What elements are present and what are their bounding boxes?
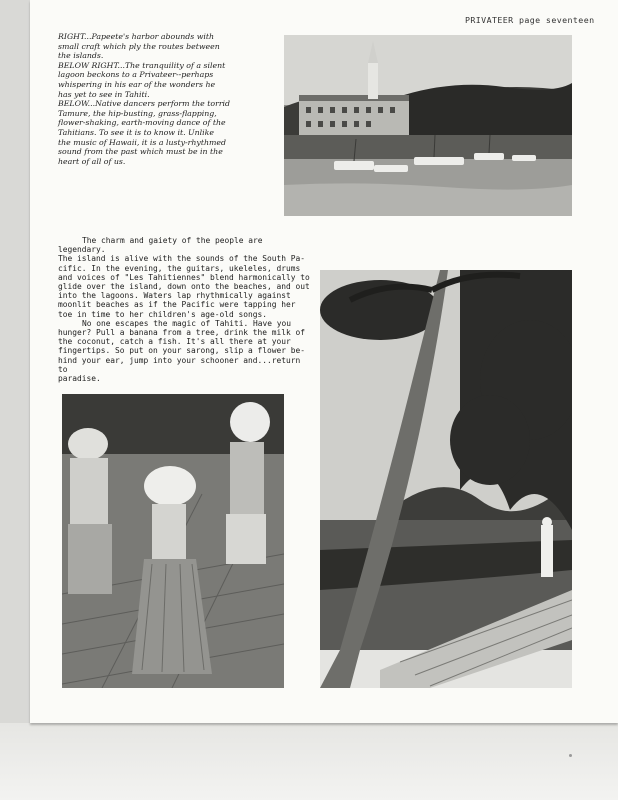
caption-line: sound from the past which must be in the xyxy=(58,147,223,157)
caption-line: heart of all of us. xyxy=(58,156,126,166)
caption-line: Tahitians. To see it is to know it. Unlike xyxy=(58,127,214,137)
body-line: the coconut, catch a fish. It's all there at your xyxy=(58,337,291,347)
body-line: into the lagoons. Waters lap rhythmically against xyxy=(58,291,291,301)
caption-line: flower-shaking, earth-moving dance of the xyxy=(58,118,226,128)
body-line: The island is alive with the sounds of the South Pa- xyxy=(58,254,306,264)
body-line: cific. In the evening, the guitars, ukeleles, drums xyxy=(58,263,301,273)
caption-line: RIGHT...Papeete's harbor abounds with xyxy=(58,32,215,41)
caption-line: the music of Hawaii, it is a lusty-rhythmed xyxy=(58,137,226,147)
caption-line: small craft which ply the routes between xyxy=(58,41,220,51)
caption-line: has yet to see in Tahiti. xyxy=(58,89,150,99)
harbor-photo xyxy=(284,35,572,216)
desk-background xyxy=(0,723,618,800)
caption-line: BELOW...Native dancers perform the torrid xyxy=(58,99,231,109)
body-line: fingertips. So put on your sarong, slip a flower be- xyxy=(58,346,306,356)
dancers-photo xyxy=(62,394,284,688)
lagoon-photo xyxy=(320,270,572,688)
caption-line: Tamure, the hip-busting, grass-flapping, xyxy=(58,108,217,118)
caption-line: lagoon beckons to a Privateer--perhaps xyxy=(58,70,214,80)
page-header: PRIVATEER page seventeen xyxy=(465,15,595,25)
body-line: and voices of "Les Tahitiennes" blend harmonically to xyxy=(58,272,310,282)
body-line: toe in time to her children's age-old songs. xyxy=(58,309,268,319)
photo-captions xyxy=(58,32,280,166)
page-speck xyxy=(569,754,572,757)
caption-line: BELOW RIGHT...The tranquility of a silent xyxy=(58,60,226,70)
caption-line: the islands. xyxy=(58,51,104,61)
body-line: The charm and gaiety of the people are legendary. xyxy=(58,236,263,255)
article-body xyxy=(58,236,314,383)
body-line: hunger? Pull a banana from a tree, drink the milk of xyxy=(58,328,306,338)
caption-line: whispering in his ear of the wonders he xyxy=(58,79,216,89)
body-line: paradise. xyxy=(58,374,101,384)
body-line: hind your ear, jump into your schooner and...return to xyxy=(58,355,301,374)
body-line: No one escapes the magic of Tahiti. Have you xyxy=(82,318,292,328)
body-line: glide over the island, down onto the beaches, and out xyxy=(58,282,310,292)
body-line: moonlit beaches as if the Pacific were tapping her xyxy=(58,300,296,310)
